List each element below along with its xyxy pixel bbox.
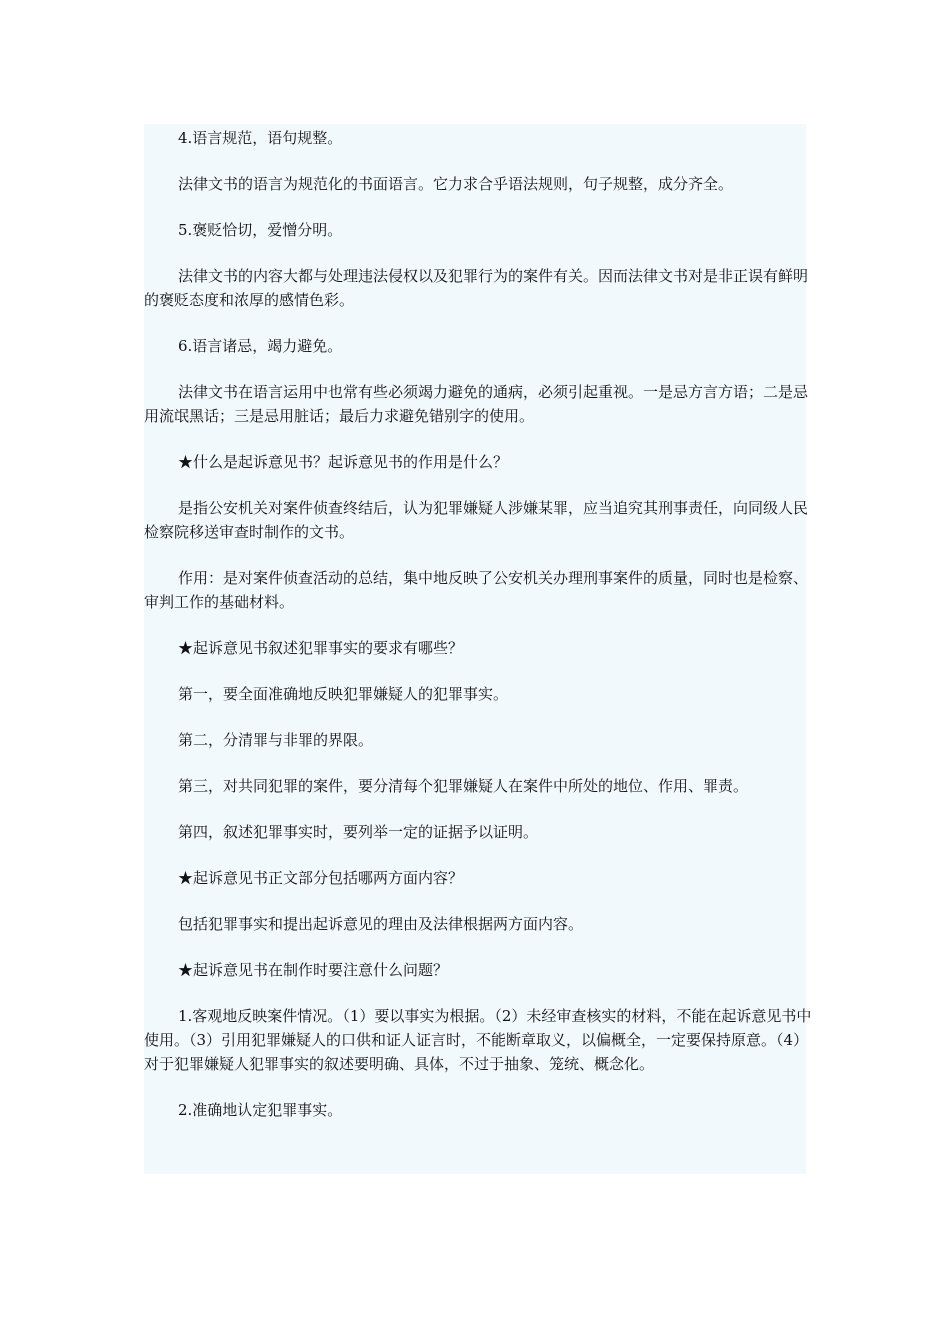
paragraph: 包括犯罪事实和提出起诉意见的理由及法律根据两方面内容。: [178, 915, 584, 933]
question-heading: ★什么是起诉意见书？起诉意见书的作用是什么？: [178, 453, 509, 471]
question-heading: ★起诉意见书在制作时要注意什么问题？: [178, 961, 449, 979]
section-heading-5: 5.褒贬恰切，爱憎分明。: [178, 221, 343, 239]
question-heading: ★起诉意见书叙述犯罪事实的要求有哪些？: [178, 639, 464, 657]
section-heading-2: 2.准确地认定犯罪事实。: [178, 1101, 343, 1119]
paragraph: 法律文书在语言运用中也常有些必须竭力避免的通病，必须引起重视。一是忌方言方语；二是忌用流氓黑话；三是忌用脏话；最后力求避免错别字的使用。: [144, 383, 809, 425]
list-item: 第三，对共同犯罪的案件，要分清每个犯罪嫌疑人在案件中所处的地位、作用、罪责。: [178, 777, 749, 795]
section-heading-6: 6.语言诸忌，竭力避免。: [178, 337, 343, 355]
list-item: 第二，分清罪与非罪的界限。: [178, 731, 374, 749]
paragraph: 法律文书的内容大都与处理违法侵权以及犯罪行为的案件有关。因而法律文书对是非正误有鲜明的褒贬态度和浓厚的感情色彩。: [144, 267, 809, 309]
paragraph: 法律文书的语言为规范化的书面语言。它力求合乎语法规则，句子规整，成分齐全。: [178, 175, 734, 193]
list-item: 第一，要全面准确地反映犯罪嫌疑人的犯罪事实。: [178, 685, 509, 703]
paragraph: 是指公安机关对案件侦查终结后，认为犯罪嫌疑人涉嫌某罪，应当追究其刑事责任，向同级人民检察院移送审查时制作的文书。: [144, 499, 809, 541]
paragraph: 作用：是对案件侦查活动的总结，集中地反映了公安机关办理刑事案件的质量，同时也是检察、审判工作的基础材料。: [144, 569, 809, 611]
question-heading: ★起诉意见书正文部分包括哪两方面内容？: [178, 869, 464, 887]
list-item: 第四，叙述犯罪事实时，要列举一定的证据予以证明。: [178, 823, 539, 841]
paragraph: 1.客观地反映案件情况。（1）要以事实为根据。（2）未经审查核实的材料，不能在起诉意见书中使用。（3）引用犯罪嫌疑人的口供和证人证言时，不能断章取义，以偏概全，一定要保持原意。（4）对于犯罪嫌疑人犯罪事实的叙述要明确、具体，不过于抽象、笼统、概念化。: [144, 1007, 812, 1073]
document-body: [144, 124, 812, 1144]
section-heading-4: 4.语言规范，语句规整。: [178, 129, 343, 147]
